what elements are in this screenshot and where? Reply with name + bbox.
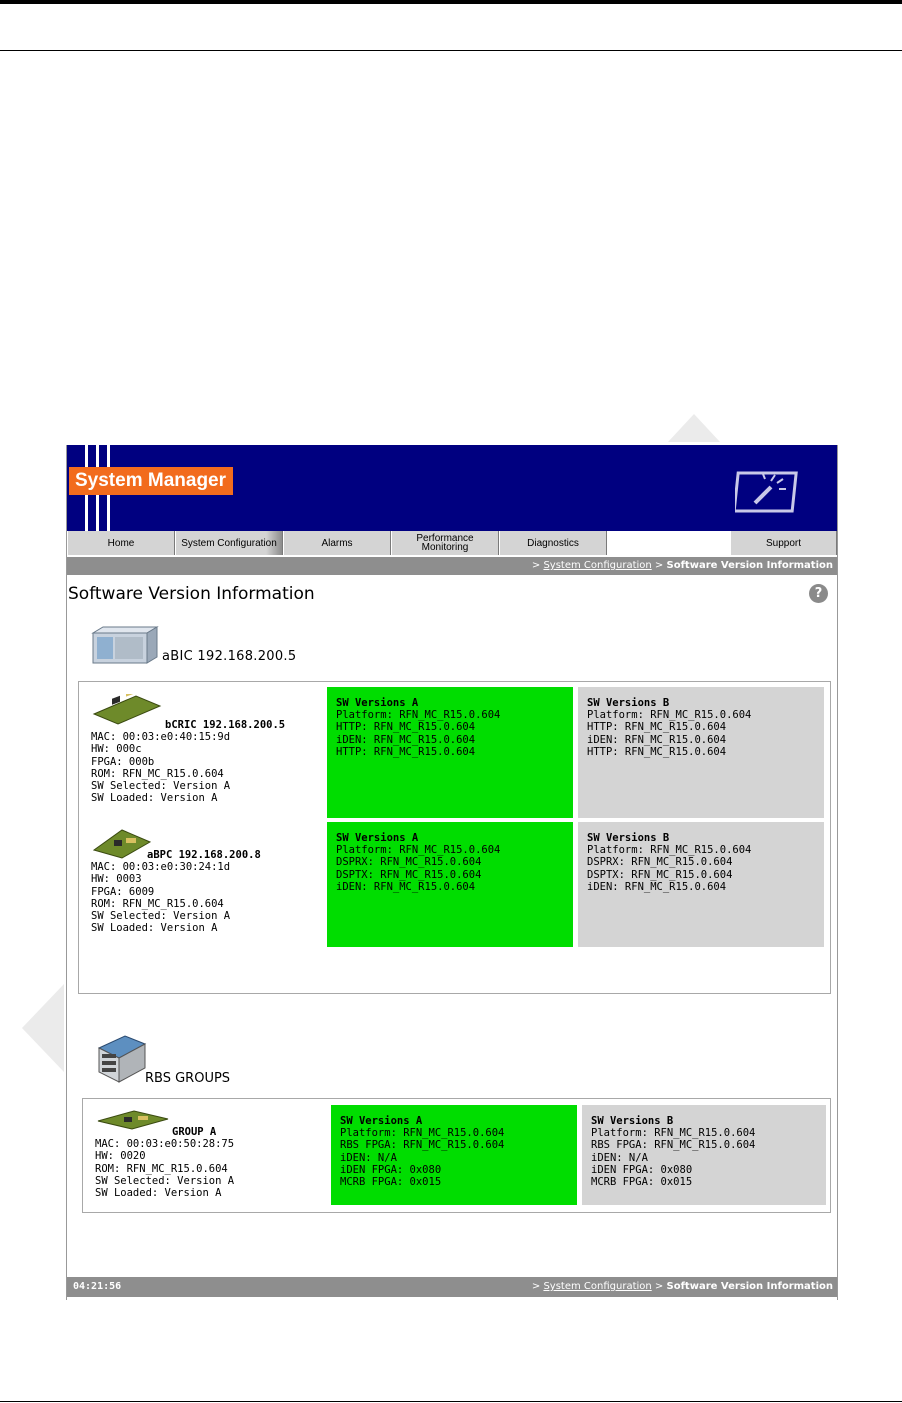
- tab-system-configuration[interactable]: System Configuration: [175, 531, 283, 555]
- panel-header: SW Versions A: [336, 832, 419, 844]
- group-info-line: SW Selected: Version A: [95, 1174, 235, 1187]
- panel-line: iDEN FPGA: 0x080: [591, 1163, 693, 1176]
- card-info: [91, 731, 230, 805]
- watermark-arrow-up: [668, 414, 720, 442]
- watermark-arrow-left: [22, 984, 64, 1072]
- panel-line: iDEN: RFN_MC_R15.0.604: [587, 880, 727, 893]
- abic-label: aBIC 192.168.200.5: [162, 649, 297, 664]
- card-name: aBPC 192.168.200.8: [147, 849, 261, 861]
- panel-line: MCRB FPGA: 0x015: [591, 1176, 693, 1189]
- tab-diagnostics[interactable]: Diagnostics: [499, 531, 607, 555]
- tab-home[interactable]: Home: [67, 531, 175, 555]
- sw-versions-a-panel: [331, 1105, 577, 1205]
- card-info-line: ROM: RFN_MC_R15.0.604: [91, 767, 224, 780]
- panel-header: SW Versions A: [336, 697, 419, 709]
- card-info-line: SW Selected: Version A: [91, 780, 231, 793]
- footer-breadcrumb: [532, 1277, 833, 1297]
- breadcrumb-separator: >: [531, 1281, 541, 1292]
- panel-line: HTTP: RFN_MC_R15.0.604: [336, 721, 476, 734]
- app-logo: System Manager: [69, 467, 233, 495]
- rbs-cabinet-icon: [89, 1030, 149, 1085]
- tab-alarms[interactable]: Alarms: [283, 531, 391, 555]
- document-header-rule: [0, 50, 902, 51]
- card-info-line: SW Loaded: Version A: [91, 792, 218, 805]
- panel-line: Platform: RFN_MC_R15.0.604: [587, 844, 752, 857]
- panel-line: DSPRX: RFN_MC_R15.0.604: [587, 856, 733, 869]
- card-info: [91, 861, 230, 935]
- panel-line: Platform: RFN_MC_R15.0.604: [587, 709, 752, 722]
- panel-line: iDEN FPGA: 0x080: [340, 1163, 442, 1176]
- panel-line: HTTP: RFN_MC_R15.0.604: [587, 745, 727, 758]
- card-info-line: SW Selected: Version A: [91, 910, 231, 923]
- group-info-line: HW: 0020: [95, 1150, 146, 1163]
- main-nav: [67, 531, 837, 555]
- panel-line: iDEN: RFN_MC_R15.0.604: [336, 880, 476, 893]
- group-info-line: MAC: 00:03:e0:50:28:75: [95, 1138, 235, 1150]
- document-footer-rule: [0, 1401, 902, 1402]
- card-info-line: SW Loaded: Version A: [91, 922, 218, 935]
- card-info-line: HW: 000c: [91, 743, 142, 756]
- panel-line: iDEN: N/A: [340, 1151, 397, 1164]
- tab-performance-monitoring[interactable]: Performance Monitoring: [391, 531, 499, 555]
- card-name: bCRIC 192.168.200.5: [165, 719, 286, 731]
- page-title: Software Version Information: [68, 584, 315, 604]
- panel-line: Platform: RFN_MC_R15.0.604: [340, 1127, 505, 1140]
- panel-line: iDEN: RFN_MC_R15.0.604: [336, 733, 476, 746]
- bic-chassis-icon: [87, 625, 159, 665]
- panel-line: DSPTX: RFN_MC_R15.0.604: [587, 868, 733, 881]
- controller-cards-box: [78, 681, 831, 994]
- sw-versions-b-panel: [582, 1105, 826, 1205]
- circuit-board-icon: [96, 1109, 170, 1131]
- card-info-line: HW: 0003: [91, 873, 142, 886]
- group-info-line: ROM: RFN_MC_R15.0.604: [95, 1162, 228, 1175]
- breadcrumb-separator: >: [654, 1281, 664, 1292]
- panel-line: MCRB FPGA: 0x015: [340, 1176, 442, 1189]
- group-name: GROUP A: [172, 1126, 217, 1138]
- sw-versions-a-panel: [327, 822, 573, 947]
- card-info-line: MAC: 00:03:e0:40:15:9d: [91, 731, 231, 743]
- card-info-line: ROM: RFN_MC_R15.0.604: [91, 897, 224, 910]
- circuit-board-icon: [92, 694, 162, 726]
- system-manager-window: [66, 445, 838, 1300]
- breadcrumb: [67, 557, 837, 575]
- panel-line: Platform: RFN_MC_R15.0.604: [336, 844, 501, 857]
- clock-readout: 04:21:56: [73, 1281, 122, 1292]
- footer-breadcrumb-current: Software Version Information: [666, 1281, 833, 1292]
- panel-header: SW Versions A: [340, 1115, 423, 1127]
- card-info-line: FPGA: 6009: [91, 885, 155, 898]
- panel-header: SW Versions B: [587, 832, 670, 844]
- tab-spacer: [607, 531, 730, 555]
- panel-line: iDEN: N/A: [591, 1151, 648, 1164]
- panel-line: RBS FPGA: RFN_MC_R15.0.604: [591, 1139, 756, 1152]
- group-info-line: SW Loaded: Version A: [95, 1187, 222, 1200]
- panel-line: Platform: RFN_MC_R15.0.604: [336, 709, 501, 722]
- panel-line: HTTP: RFN_MC_R15.0.604: [587, 721, 727, 734]
- breadcrumb-separator: >: [654, 560, 664, 571]
- circuit-board-icon: [92, 828, 152, 860]
- card-info-line: MAC: 00:03:e0:30:24:1d: [91, 861, 231, 873]
- header-banner: [67, 445, 837, 531]
- rbs-groups-label: RBS GROUPS: [145, 1071, 231, 1086]
- panel-header: SW Versions B: [587, 697, 670, 709]
- panel-line: Platform: RFN_MC_R15.0.604: [591, 1127, 756, 1140]
- panel-line: HTTP: RFN_MC_R15.0.604: [336, 745, 476, 758]
- card-info-line: FPGA: 000b: [91, 755, 155, 768]
- sw-versions-b-panel: [578, 687, 824, 818]
- group-info: [95, 1138, 234, 1199]
- footer-link-system-configuration[interactable]: System Configuration: [543, 1281, 652, 1292]
- status-bar: [67, 1277, 837, 1297]
- breadcrumb-link-system-configuration[interactable]: System Configuration: [543, 560, 652, 571]
- help-icon[interactable]: ?: [809, 584, 828, 603]
- tab-support[interactable]: Support: [730, 531, 837, 555]
- system-status-icon: [735, 465, 801, 515]
- panel-line: DSPTX: RFN_MC_R15.0.604: [336, 868, 482, 881]
- document-top-rule: [0, 0, 902, 4]
- breadcrumb-current: Software Version Information: [666, 560, 833, 571]
- rbs-groups-box: [82, 1098, 831, 1213]
- panel-line: iDEN: RFN_MC_R15.0.604: [587, 733, 727, 746]
- panel-header: SW Versions B: [591, 1115, 674, 1127]
- panel-line: DSPRX: RFN_MC_R15.0.604: [336, 856, 482, 869]
- breadcrumb-separator: >: [531, 560, 541, 571]
- panel-line: RBS FPGA: RFN_MC_R15.0.604: [340, 1139, 505, 1152]
- sw-versions-a-panel: [327, 687, 573, 818]
- sw-versions-b-panel: [578, 822, 824, 947]
